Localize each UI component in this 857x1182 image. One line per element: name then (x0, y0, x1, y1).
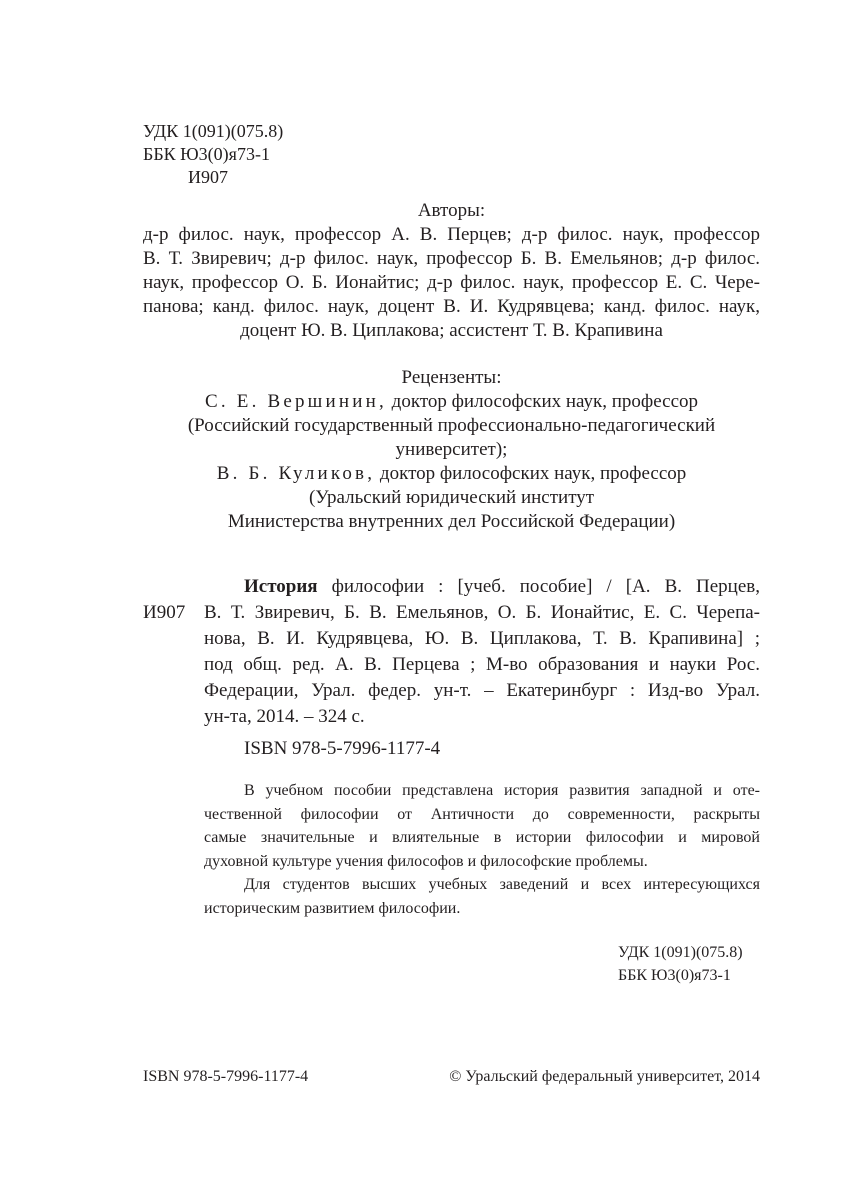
footer-copyright: © Уральский федеральный университет, 2014 (449, 1068, 760, 1085)
authors-line: наук, профессор О. Б. Ионайтис; д-р филос. наук, профессор Е. С. Чере- (143, 272, 760, 293)
biblio-line: Федерации, Урал. федер. ун-т. – Екатеринбург : Изд-во Урал. (204, 680, 760, 701)
reviewer-1-org: университет); (395, 439, 508, 460)
biblio-line: ун-та, 2014. – 324 с. (204, 706, 365, 727)
biblio-line: История философии : [учеб. пособие] / [А. В. Перцев, (244, 576, 760, 597)
authors-block (143, 223, 760, 343)
udk-footer: УДК 1(091)(075.8) (618, 944, 743, 961)
reviewers-heading: Рецензенты: (401, 367, 502, 388)
bbk-footer: ББК Ю3(0)я73-1 (618, 967, 731, 984)
footer-isbn: ISBN 978-5-7996-1177-4 (143, 1068, 309, 1085)
annotation-line: духовной культуре учения философов и философские проблемы. (204, 852, 648, 870)
biblio-code: И907 (143, 602, 186, 623)
annotation-line: самые значительные и влиятельные в истории философии и мировой (204, 829, 760, 846)
authors-line: д-р филос. наук, профессор А. В. Перцев; д-р филос. наук, профессор (143, 224, 760, 245)
reviewer-1 (143, 390, 760, 414)
authors-line: В. Т. Звиревич; д-р филос. наук, профессор Б. В. Емельянов; д-р филос. (143, 248, 760, 269)
biblio-line: нова, В. И. Кудрявцева, Ю. В. Циплакова, Т. В. Крапивина] ; (204, 628, 760, 649)
annotation-line: Для студентов высших учебных заведений и всех интересующихся (244, 876, 760, 893)
reviewer-2-title: доктор философских наук, профессор (379, 463, 687, 484)
annotation-line: В учебном пособии представлена история развития западной и оте- (244, 782, 760, 799)
annotation (204, 779, 760, 920)
biblio-isbn: ISBN 978-5-7996-1177-4 (244, 738, 441, 759)
bbk-header: ББК Ю3(0)я73-1 (143, 144, 270, 164)
reviewer-2-org: (Уральский юридический институт (308, 487, 595, 508)
reviewer-1-name: С. Е. Вершинин, (204, 391, 387, 412)
biblio-line: под общ. ред. А. В. Перцева ; М-во образования и науки Рос. (204, 654, 760, 675)
reviewer-2 (143, 462, 760, 486)
authors-heading: Авторы: (417, 200, 486, 221)
reviewer-1-org: (Российский государственный профессионально-педагогический (187, 415, 716, 436)
reviewers-block (143, 366, 760, 534)
biblio-title: История (244, 576, 318, 597)
authors-line: панова; канд. филос. наук, доцент В. И. Кудрявцева; канд. филос. наук, (143, 296, 760, 317)
biblio-line: В. Т. Звиревич, Б. В. Емельянов, О. Б. Ионайтис, Е. С. Черепа- (204, 602, 760, 623)
authors-line: доцент Ю. В. Циплакова; ассистент Т. В. Крапивина (240, 320, 663, 341)
biblio-record (204, 574, 760, 762)
reviewer-1-title: доктор философских наук, профессор (391, 391, 699, 412)
reviewer-2-org: Министерства внутренних дел Российской Федерации) (227, 511, 676, 532)
author-code-header: И907 (188, 167, 228, 187)
reviewer-2-name: В. Б. Куликов, (216, 463, 376, 484)
udk-header: УДК 1(091)(075.8) (143, 121, 284, 141)
annotation-line: историческим развитием философии. (204, 899, 461, 917)
annotation-line: чественной философии от Античности до современности, раскрыты (204, 805, 760, 823)
